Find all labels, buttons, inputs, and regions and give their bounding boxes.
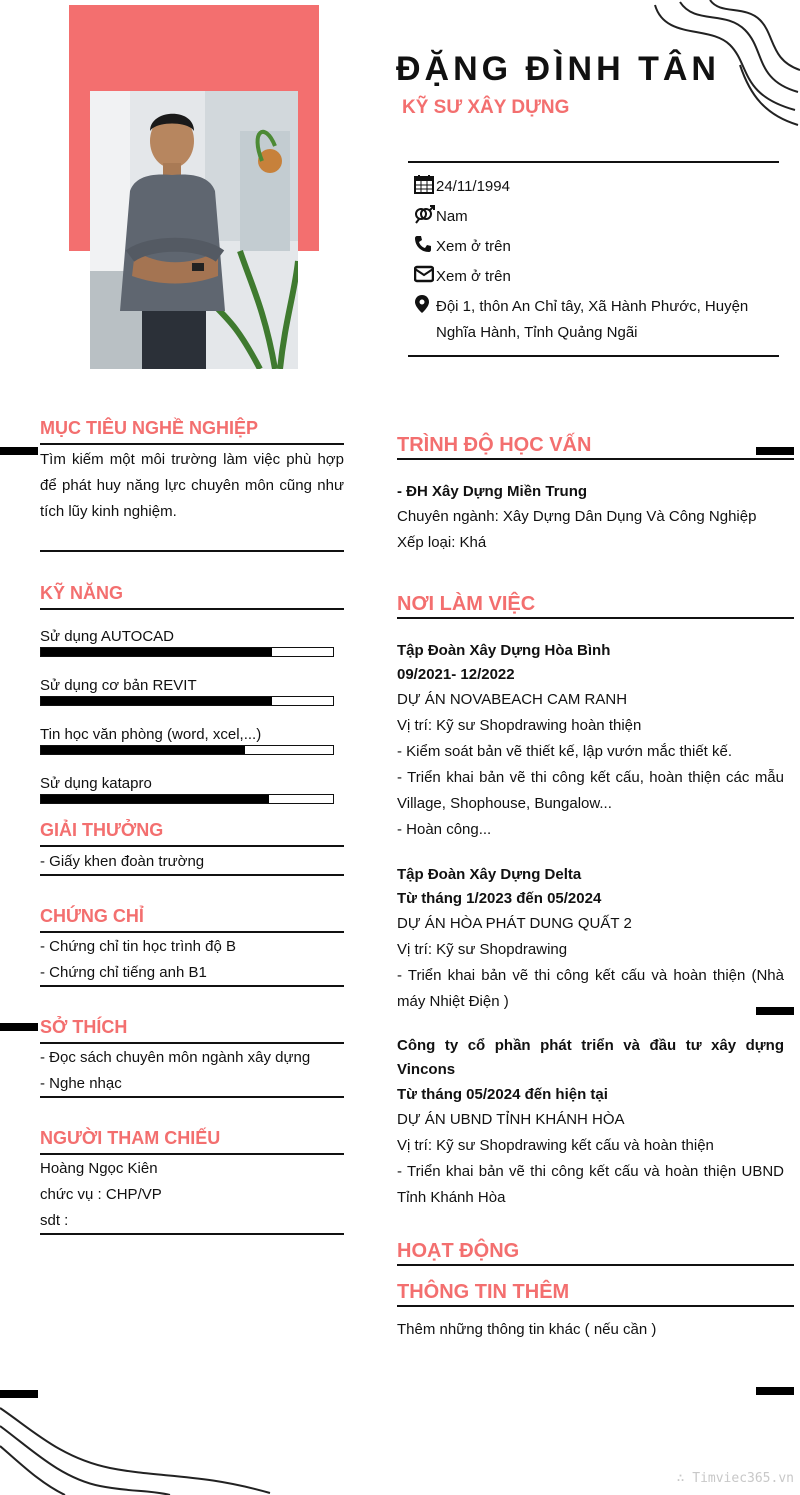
divider [40, 1233, 344, 1235]
divider [40, 1153, 344, 1155]
gender-value: Nam [436, 208, 468, 225]
candidate-name: ĐẶNG ĐÌNH TÂN [396, 50, 720, 88]
divider [40, 608, 344, 610]
address-line-2: Nghĩa Hành, Tỉnh Quảng Ngãi [436, 324, 638, 341]
decorative-tick [756, 447, 794, 455]
map-pin-icon [414, 294, 436, 314]
divider [397, 1264, 794, 1266]
references-title: NGƯỜI THAM CHIẾU [40, 1128, 221, 1148]
job-title: KỸ SƯ XÂY DỰNG [402, 97, 570, 118]
divider [40, 550, 344, 552]
job-duty: - Triển khai bản vẽ thi công kết cấu, hoàn thiện các mẫu Village, Shophouse, Bungalow... [397, 769, 784, 812]
objective-title: MỤC TIÊU NGHỀ NGHIỆP [40, 418, 259, 438]
skill-label: Sử dụng cơ bản REVIT [40, 677, 197, 694]
divider [397, 617, 794, 619]
skill-level-fill [41, 746, 245, 754]
decorative-waves-bottom [0, 1398, 280, 1495]
birthday-row [414, 174, 510, 200]
watermark: ∴ Timviec365.vn [676, 1471, 794, 1486]
decorative-tick [0, 1023, 38, 1031]
divider [40, 931, 344, 933]
calendar-icon [414, 174, 436, 194]
education-grade: Xếp loại: Khá [397, 534, 487, 551]
job-company: Tập Đoàn Xây Dựng Hòa Bình [397, 642, 611, 659]
job-period: 09/2021- 12/2022 [397, 666, 515, 683]
job-company: Công ty cổ phần phát triển và đầu tư xây dựng Vincons [397, 1037, 784, 1078]
phone-row [414, 234, 511, 260]
address-row [414, 294, 748, 346]
phone-icon [414, 234, 436, 254]
job-project: DỰ ÁN NOVABEACH CAM RANH [397, 691, 628, 708]
award-item: - Giấy khen đoàn trường [40, 853, 205, 870]
skill-level-bar [40, 647, 334, 657]
skill-level-bar [40, 745, 334, 755]
skills-title: KỸ NĂNG [40, 583, 124, 603]
extra-info-text: Thêm những thông tin khác ( nếu cần ) [397, 1321, 657, 1338]
hobby-item: - Nghe nhạc [40, 1075, 122, 1092]
skill-level-fill [41, 795, 269, 803]
skill-level-bar [40, 794, 334, 804]
divider [40, 845, 344, 847]
activities-title: HOẠT ĐỘNG [397, 1240, 520, 1262]
education-school: - ĐH Xây Dựng Miền Trung [397, 483, 588, 500]
decorative-tick [0, 447, 38, 455]
skill-level-bar [40, 696, 334, 706]
certificates-title: CHỨNG CHỈ [40, 906, 144, 926]
gender-icon [414, 204, 436, 224]
work-title: NƠI LÀM VIỆC [397, 593, 536, 615]
hobbies-title: SỞ THÍCH [40, 1017, 128, 1037]
phone-value: Xem ở trên [436, 238, 511, 255]
job-duty: - Triển khai bản vẽ thi công kết cấu và hoàn thiện UBND Tỉnh Khánh Hòa [397, 1163, 784, 1206]
skill-label: Sử dụng katapro [40, 775, 152, 792]
job-duty: - Kiểm soát bản vẽ thiết kế, lập vướn mắc thiết kế. [397, 743, 733, 760]
certificate-item: - Chứng chỉ tin học trình độ B [40, 938, 236, 955]
skill-label: Tin học văn phòng (word, xcel,...) [40, 726, 262, 743]
job-duty: - Triển khai bản vẽ thi công kết cấu và hoàn thiện (Nhà máy Nhiệt Điện ) [397, 967, 784, 1010]
profile-photo [90, 91, 298, 369]
divider [40, 985, 344, 987]
skill-level-fill [41, 697, 272, 705]
extra-info-title: THÔNG TIN THÊM [397, 1281, 570, 1303]
education-major: Chuyên ngành: Xây Dựng Dân Dụng Và Công Nghiệp [397, 508, 757, 525]
reference-item: chức vụ : CHP/VP [40, 1186, 162, 1203]
divider [397, 458, 794, 460]
awards-title: GIẢI THƯỞNG [40, 820, 164, 840]
job-position: Vị trí: Kỹ sư Shopdrawing [397, 941, 568, 958]
job-period: Từ tháng 1/2023 đến 05/2024 [397, 890, 602, 907]
job-position: Vị trí: Kỹ sư Shopdrawing kết cấu và hoàn thiện [397, 1137, 714, 1154]
reference-item: Hoàng Ngọc Kiên [40, 1160, 158, 1177]
divider [40, 874, 344, 876]
decorative-tick [0, 1390, 38, 1398]
job-position: Vị trí: Kỹ sư Shopdrawing hoàn thiện [397, 717, 642, 734]
divider [408, 355, 779, 357]
job-period: Từ tháng 05/2024 đến hiện tại [397, 1086, 608, 1103]
email-row [414, 264, 511, 290]
birthday-value: 24/11/1994 [436, 178, 510, 195]
skill-label: Sử dụng AUTOCAD [40, 628, 174, 645]
divider [397, 1305, 794, 1307]
hobby-item: - Đọc sách chuyên môn ngành xây dựng [40, 1049, 311, 1066]
envelope-icon [414, 264, 436, 284]
address-line-1: Đội 1, thôn An Chỉ tây, Xã Hành Phước, Huyện [436, 298, 749, 315]
certificate-item: - Chứng chỉ tiếng anh B1 [40, 964, 207, 981]
divider [40, 443, 344, 445]
divider [408, 161, 779, 163]
gender-row [414, 204, 468, 230]
email-value: Xem ở trên [436, 268, 511, 285]
divider [40, 1096, 344, 1098]
decorative-tick [756, 1387, 794, 1395]
job-duty: - Hoàn công... [397, 821, 492, 838]
job-company: Tập Đoàn Xây Dựng Delta [397, 866, 582, 883]
objective-text: Tìm kiếm một môi trường làm việc phù hợp để phát huy năng lực chuyên môn cũng như tích lũy kinh nghiệm. [40, 451, 344, 520]
reference-item: sdt : [40, 1212, 69, 1229]
address-value [436, 294, 748, 346]
education-title: TRÌNH ĐỘ HỌC VẤN [397, 434, 592, 456]
divider [40, 1042, 344, 1044]
job-project: DỰ ÁN HÒA PHÁT DUNG QUẤT 2 [397, 915, 632, 932]
skill-level-fill [41, 648, 272, 656]
job-project: DỰ ÁN UBND TỈNH KHÁNH HÒA [397, 1111, 625, 1128]
decorative-tick [756, 1007, 794, 1015]
